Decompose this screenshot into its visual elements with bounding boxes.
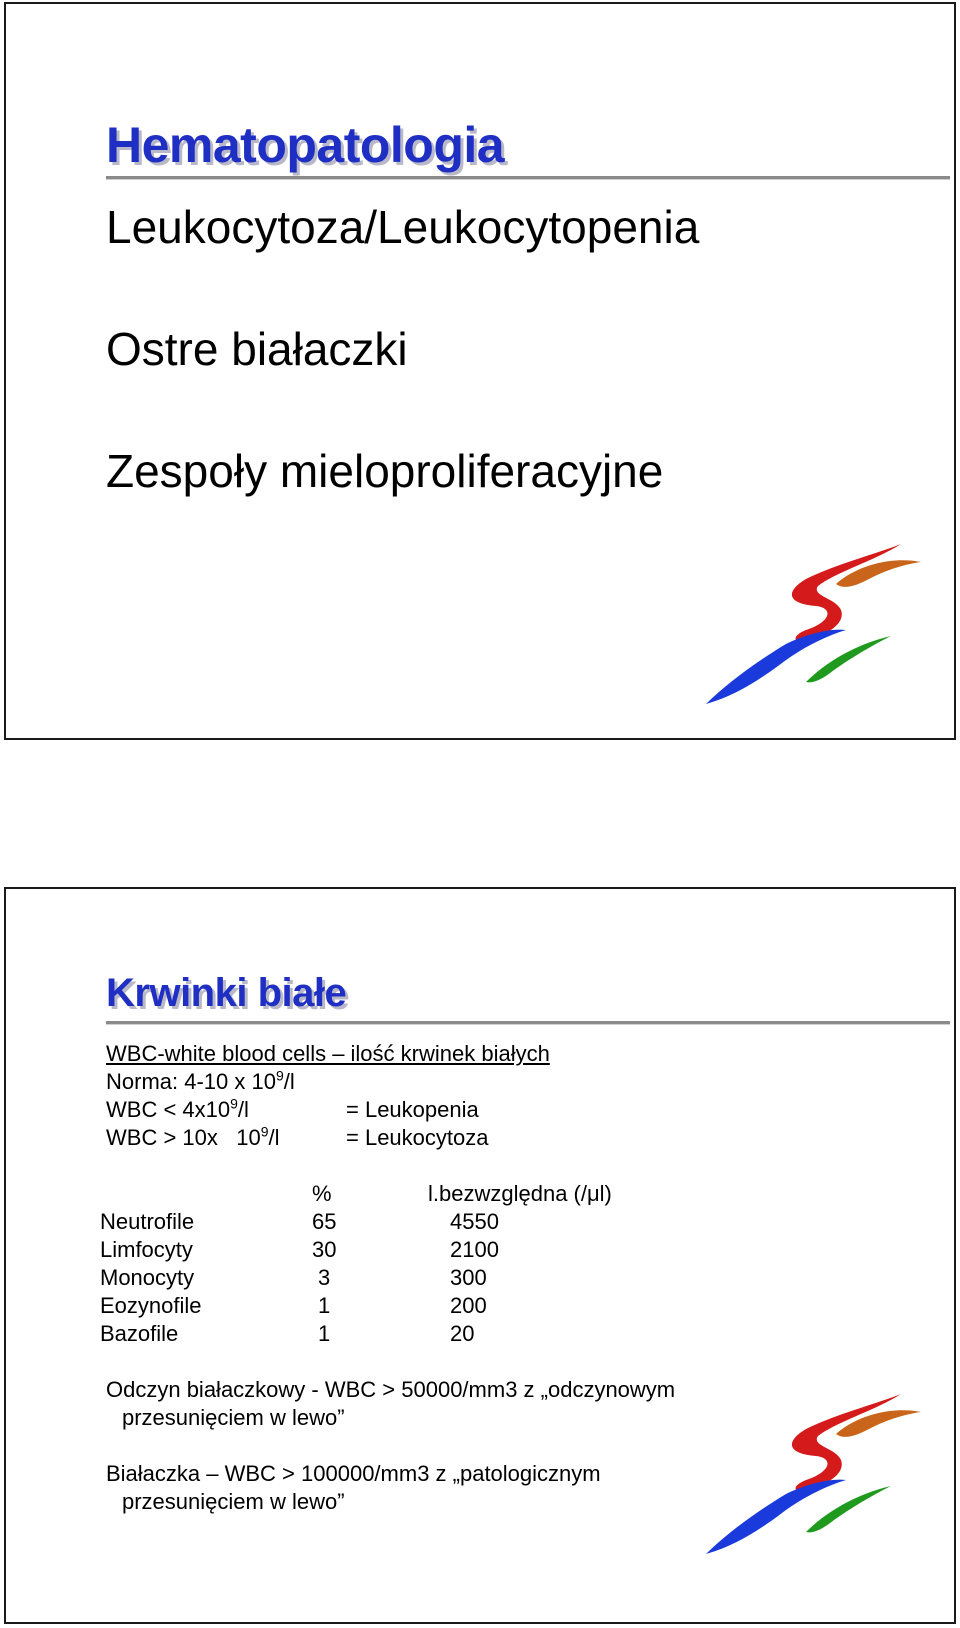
table-row-abs: 300 bbox=[450, 1265, 487, 1290]
wbc-definition: WBC-white blood cells – ilość krwinek białych bbox=[106, 1041, 550, 1066]
odczyn-line-2: przesunięciem w lewo” bbox=[122, 1405, 345, 1430]
table-header-percent: % bbox=[312, 1181, 332, 1206]
bialaczka-line-2: przesunięciem w lewo” bbox=[122, 1489, 345, 1514]
title-rule bbox=[106, 1021, 950, 1025]
leukopenia-result: = Leukopenia bbox=[346, 1097, 479, 1122]
table-row-abs: 20 bbox=[450, 1321, 475, 1346]
slide-1-title: Hematopatologia bbox=[106, 117, 505, 173]
table-row-pct: 30 bbox=[312, 1237, 337, 1262]
blood-cells-logo-icon bbox=[706, 1394, 936, 1574]
table-row-name: Monocyty bbox=[100, 1265, 195, 1290]
table-row-abs: 2100 bbox=[450, 1237, 499, 1262]
norma-line: Norma: 4-10 x $10^9/l$ bbox=[106, 1067, 295, 1094]
table-row-abs: 200 bbox=[450, 1293, 487, 1318]
table-row-pct: 65 bbox=[312, 1209, 337, 1234]
title-rule bbox=[106, 176, 950, 180]
table-row-abs: 4550 bbox=[450, 1209, 499, 1234]
table-row-pct: 1 bbox=[318, 1321, 331, 1346]
bialaczka-line-1: Białaczka – WBC > 100000/mm3 z „patologicznym bbox=[106, 1461, 601, 1486]
table-row-name: Neutrofile bbox=[100, 1209, 195, 1234]
table-header-absolute: l.bezwzględna (/μl) bbox=[428, 1181, 612, 1206]
topic-zespoly: Zespoły mieloproliferacyjne bbox=[106, 445, 664, 497]
leukocytoza-result: = Leukocytoza bbox=[346, 1125, 489, 1150]
leukocytoza-line: WBC > 10x $10^9/l$ bbox=[106, 1123, 280, 1150]
table-row-pct: 3 bbox=[318, 1265, 331, 1290]
topic-ostre-bialaczki: Ostre białaczki bbox=[106, 323, 408, 375]
odczyn-line-1: Odczyn białaczkowy - WBC > 50000/mm3 z „odczynowym bbox=[106, 1377, 676, 1402]
blood-cells-logo-icon bbox=[706, 544, 936, 724]
table-row-pct: 1 bbox=[318, 1293, 331, 1318]
leukopenia-line: WBC < $4x10^9/l$ bbox=[106, 1095, 249, 1122]
table-row-name: Eozynofile bbox=[100, 1293, 202, 1318]
slide-2-title: Krwinki białe bbox=[106, 971, 347, 1015]
table-row-name: Limfocyty bbox=[100, 1237, 193, 1262]
topic-leukocytoza: Leukocytoza/Leukocytopenia bbox=[106, 201, 700, 253]
table-row-name: Bazofile bbox=[100, 1321, 179, 1346]
slide-2 bbox=[4, 887, 956, 1624]
slide-1 bbox=[4, 2, 956, 740]
